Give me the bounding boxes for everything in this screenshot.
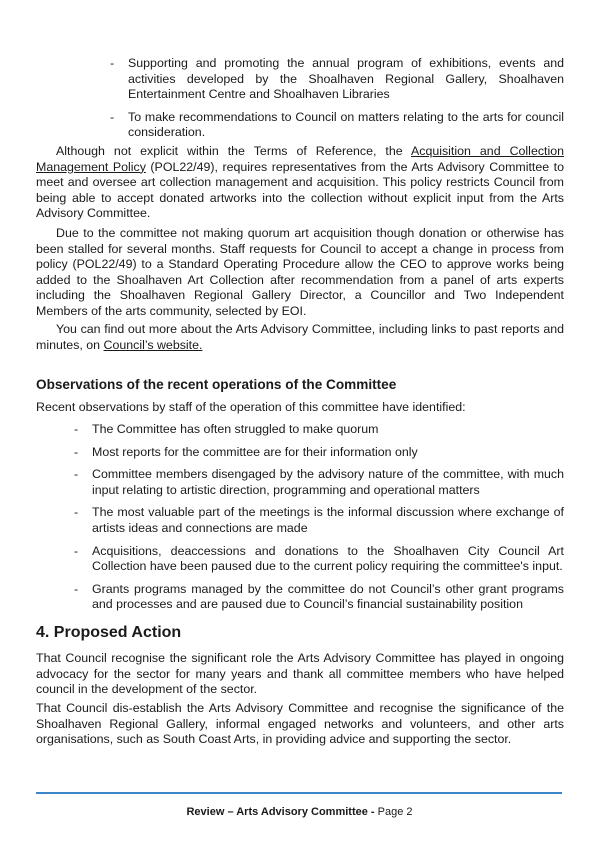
list-item: - Grants programs managed by the committee do not Council’s other grant programs and processes and are paused due to Council’s financial sustainability position (74, 581, 564, 612)
bullet-dash: - (74, 505, 79, 520)
list-item (110, 109, 564, 141)
footer-title: Review – Arts Advisory Committee - (186, 806, 375, 818)
footer-rule (36, 792, 562, 794)
quorum-paragraph: Due to the committee not making quorum art acquisition though donation or otherwise has been stalled for several months. Staff requests for Council to accept a change in process from policy (POL22/49) to a Standard Operating Procedure allow the CEO to approve works being added to the Shoalhaven Art Collection after recommendation from a panel of arts experts including the Shoalhaven Regional Gallery Director, a Councillor and Two Independent Members of the arts community, selected by EOI. (36, 226, 564, 318)
terms-paragraph: Although not explicit within the Terms of Reference, the Acquisition and Collection Management Policy (POL22/49), requires representatives from the Arts Advisory Committee to meet and oversee art collection management and acquisition. This policy restricts Council from being able to accept donated artworks into the collection without explicit input from the Arts Advisory Committee. (36, 144, 565, 221)
list-item: - The most valuable part of the meetings is the informal discussion where exchange of artists ideas and connections are made (74, 505, 564, 535)
bullet-dash: - (74, 467, 79, 482)
proposed-action-heading: 4. Proposed Action (36, 624, 182, 641)
bullet-text: Supporting and promoting the annual program of exhibitions, events and activities developed by the Shoalhaven Regional Gallery, Shoalhaven Entertainment Centre and Shoalhaven Libraries (128, 56, 564, 102)
bullet-dash: - (74, 581, 79, 596)
list-item: - The Committee has often struggled to make quorum (74, 422, 379, 436)
list-item: - Most reports for the committee are for their information only (74, 444, 418, 459)
top-bullet-list (110, 56, 564, 148)
more-info-paragraph: You can find out more about the Arts Advisory Committee, including links to past reports and minutes, on Council’s website. (36, 322, 564, 352)
bullet-dash: - (74, 422, 79, 436)
bullet-text: To make recommendations to Council on matters relating to the arts for council consideration. (128, 109, 564, 140)
observations-intro: Recent observations by staff of the operation of this committee have identified: (36, 400, 466, 414)
page-number: Page 2 (377, 806, 413, 818)
council-website-link[interactable]: Council’s website. (103, 337, 203, 352)
list-item: - Committee members disengaged by the advisory nature of the committee, with much input relating to artistic direction, programming and operational matters (74, 467, 564, 497)
bullet-dash: - (74, 543, 79, 558)
page-footer (0, 805, 599, 821)
list-item (110, 56, 564, 103)
observations-heading: Observations of the recent operations of the Committee (36, 377, 397, 392)
proposed-action-paragraph-2: That Council dis-establish the Arts Advisory Committee and recognise the significance of the Shoalhaven Regional Gallery, informal engaged networks and volunteers, and other arts organisations, such as South Coast Arts, in providing advice and supporting the sector. (36, 701, 564, 747)
observations-list (74, 422, 564, 620)
list-item: - Acquisitions, deaccessions and donations to the Shoalhaven City Council Art Collection have been paused due to the current policy requiring the committee's input. (74, 543, 564, 574)
bullet-dash: - (74, 444, 79, 459)
proposed-action-paragraph-1: That Council recognise the significant role the Arts Advisory Committee has played in ongoing advocacy for the sector for many years and thank all committee members who have helped council in the development of the sector. (36, 651, 564, 697)
policy-link[interactable]: Acquisition and Collection Management Policy (36, 144, 565, 174)
bullet-dash: - (110, 109, 115, 124)
bullet-dash: - (110, 56, 115, 70)
